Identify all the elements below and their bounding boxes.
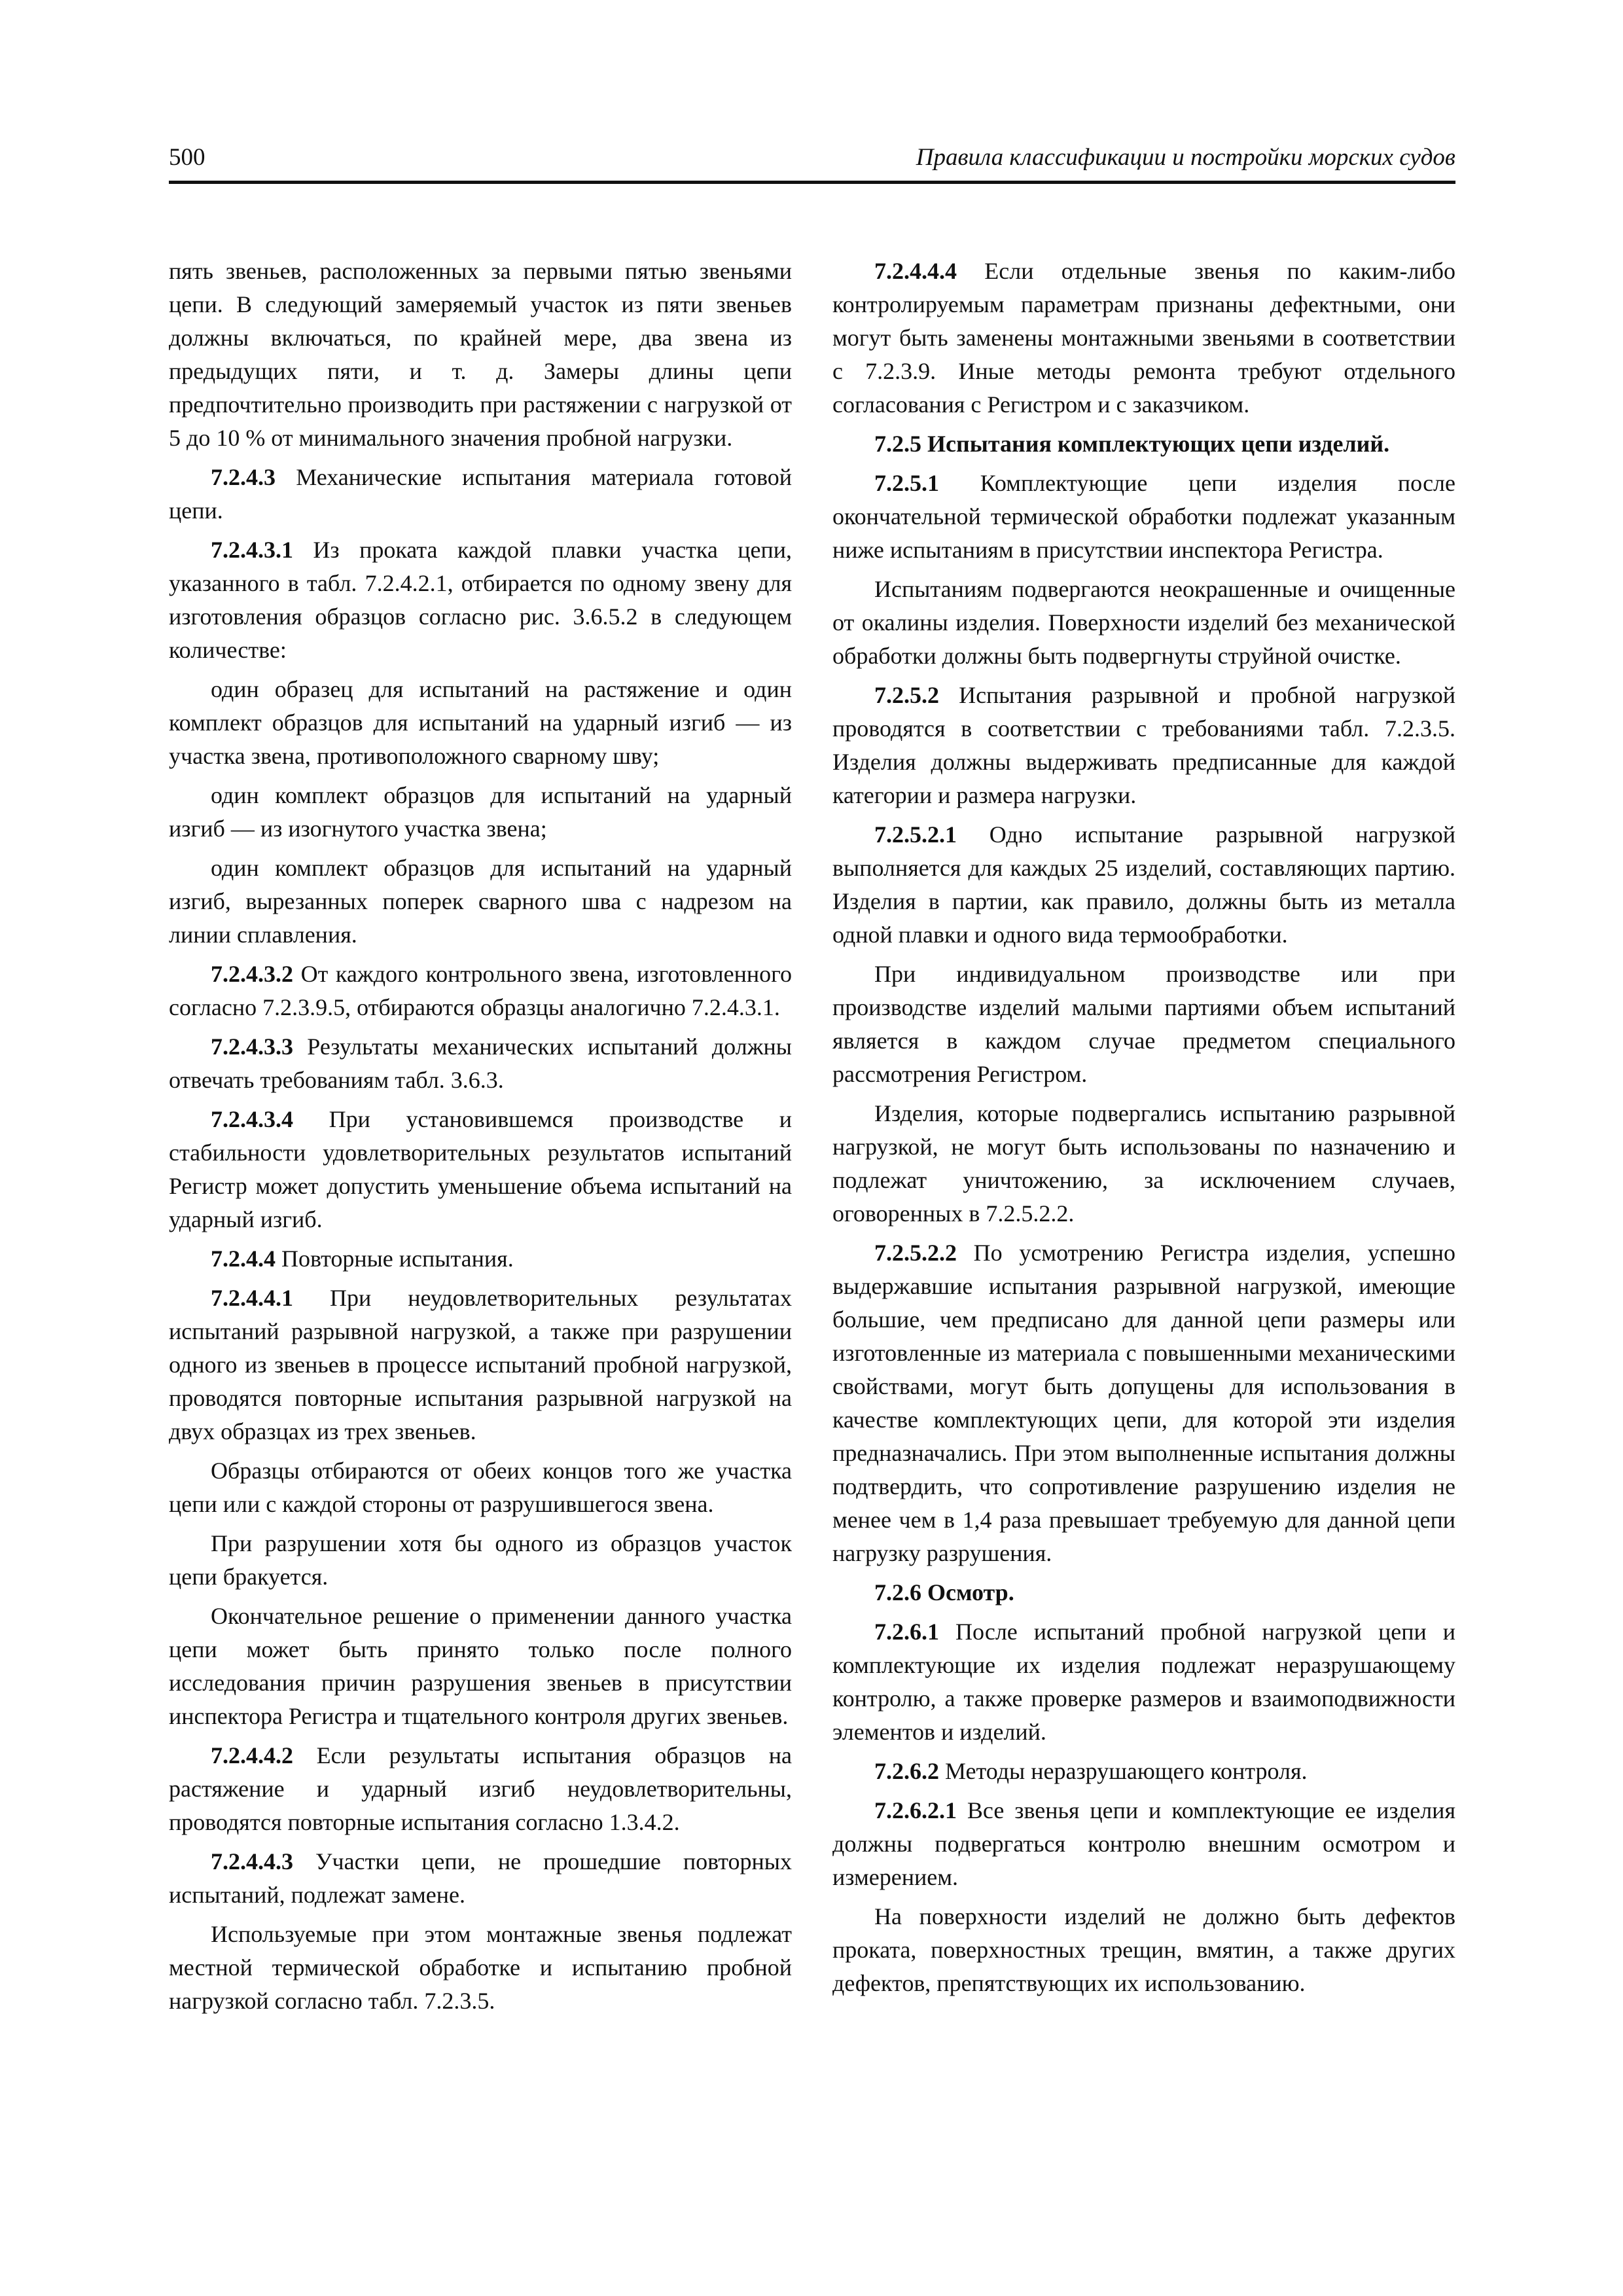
section-heading: 7.2.5 Испытания комплектующих цепи изделий.	[874, 431, 1390, 457]
clause-number: 7.2.4.3.1	[211, 537, 293, 563]
section-heading: 7.2.6 Осмотр.	[874, 1579, 1014, 1605]
paragraph: 7.2.6.2.1 Все звенья цепи и комплектующие ее изделия должны подвергаться контролю внешним осмотром и измерением.	[832, 1797, 1455, 1890]
paragraph: один образец для испытаний на растяжение и один комплект образцов для испытаний на ударный изгиб — из участка звена, противоположного сварному шву;	[169, 676, 792, 769]
paragraph: Образцы отбираются от обеих концов того же участка цепи или с каждой стороны от разрушившегося звена.	[169, 1458, 792, 1517]
paragraph: 7.2.5.2.1 Одно испытание разрывной нагрузкой выполняется для каждых 25 изделий, составляющих партию. Изделия в партии, как правило, должны быть из металла одной плавки и одного вида термообработки.	[832, 821, 1455, 948]
paragraph: 7.2.4.4.1 При неудовлетворительных результатах испытаний разрывной нагрузкой, а также при разрушении одного из звеньев в процессе испытаний пробной нагрузкой, проводятся повторные испытания разрывной нагрузкой на двух образцах из трех звеньев.	[169, 1285, 792, 1444]
paragraph: 7.2.4.3.2 От каждого контрольного звена, изготовленного согласно 7.2.3.9.5, отбираются образцы аналогично 7.2.4.3.1.	[169, 961, 792, 1020]
clause-number: 7.2.5.2.2	[874, 1240, 957, 1266]
right-column	[832, 255, 1455, 2000]
paragraph: один комплект образцов для испытаний на ударный изгиб, вырезанных поперек сварного шва с надрезом на линии сплавления.	[169, 855, 792, 948]
paragraph: На поверхности изделий не должно быть дефектов проката, поверхностных трещин, вмятин, а также других дефектов, препятствующих их использованию.	[832, 1903, 1455, 1996]
paragraph: 7.2.6.1 После испытаний пробной нагрузкой цепи и комплектующие их изделия подлежат неразрушающему контролю, а также проверке размеров и взаимоподвижности элементов и изделий.	[832, 1619, 1455, 1745]
paragraph: При индивидуальном производстве или при производстве изделий малыми партиями объем испытаний является в каждом случае предметом специального рассмотрения Регистром.	[832, 961, 1455, 1087]
paragraph: Окончательное решение о применении данного участка цепи может быть принято только после полного исследования причин разрушения звеньев в присутствии инспектора Регистра и тщательного контроля других звеньев.	[169, 1603, 792, 1729]
paragraph: 7.2.4.4 Повторные испытания.	[211, 1246, 514, 1272]
paragraph: При разрушении хотя бы одного из образцов участок цепи бракуется.	[169, 1530, 792, 1590]
clause-number: 7.2.4.4.4	[874, 258, 957, 284]
clause-number: 7.2.4.4.2	[211, 1742, 293, 1768]
clause-number: 7.2.4.3.4	[211, 1106, 293, 1132]
paragraph: 7.2.5.1 Комплектующие цепи изделия после окончательной термической обработки подлежат указанным ниже испытаниям в присутствии инспектора Регистра.	[832, 470, 1455, 563]
paragraph: один комплект образцов для испытаний на ударный изгиб — из изогнутого участка звена;	[169, 782, 792, 842]
page-number: 500	[169, 144, 205, 171]
paragraph: пять звеньев, расположенных за первыми пятью звеньями цепи. В следующий замеряемый участок из пяти звеньев должны включаться, по крайней мере, два звена из предыдущих пяти, и т. д. Замеры длины цепи предпочтительно производить при растяжении с нагрузкой от 5 до 10 % от минимального значения пробной нагрузки.	[169, 258, 792, 451]
left-column	[169, 255, 792, 2018]
clause-number: 7.2.4.4	[211, 1246, 276, 1272]
clause-number: 7.2.6.1	[874, 1619, 939, 1645]
paragraph: 7.2.4.3 Механические испытания материала готовой цепи.	[169, 464, 792, 524]
clause-number: 7.2.4.4.3	[211, 1848, 293, 1874]
paragraph: Изделия, которые подвергались испытанию разрывной нагрузкой, не могут быть использованы по назначению и подлежат уничтожению, за исключением случаев, оговоренных в 7.2.5.2.2.	[832, 1100, 1455, 1227]
clause-number: 7.2.5.2.1	[874, 821, 957, 848]
paragraph: Испытаниям подвергаются неокрашенные и очищенные от окалины изделия. Поверхности изделий без механической обработки должны быть подвергнуты струйной очистке.	[832, 576, 1455, 669]
paragraph: 7.2.4.3.1 Из проката каждой плавки участка цепи, указанного в табл. 7.2.4.2.1, отбирается по одному звену для изготовления образцов согласно рис. 3.6.5.2 в следующем количестве:	[169, 537, 792, 663]
clause-number: 7.2.4.3	[211, 464, 276, 490]
clause-number: 7.2.6.2	[874, 1758, 939, 1784]
paragraph: Используемые при этом монтажные звенья подлежат местной термической обработке и испытанию пробной нагрузкой согласно табл. 7.2.3.5.	[169, 1921, 792, 2014]
clause-number: 7.2.6.2.1	[874, 1797, 957, 1823]
paragraph: 7.2.4.4.2 Если результаты испытания образцов на растяжение и ударный изгиб неудовлетворительны, проводятся повторные испытания согласно 1.3.4.2.	[169, 1742, 792, 1835]
clause-number: 7.2.5.2	[874, 682, 939, 708]
clause-number: 7.2.4.3.3	[211, 1033, 293, 1060]
paragraph: 7.2.4.3.3 Результаты механических испытаний должны отвечать требованиям табл. 3.6.3.	[169, 1033, 792, 1093]
running-title: Правила классификации и постройки морских судов	[916, 144, 1455, 171]
paragraph: 7.2.5.2 Испытания разрывной и пробной нагрузкой проводятся в соответствии с требованиями табл. 7.2.3.5. Изделия должны выдерживать предписанные для каждой категории и размера нагрузки.	[832, 682, 1455, 808]
paragraph: 7.2.4.4.4 Если отдельные звенья по каким-либо контролируемым параметрам признаны дефектными, они могут быть заменены монтажными звеньями в соответствии с 7.2.3.9. Иные методы ремонта требуют отдельного согласования с Регистром и с заказчиком.	[832, 258, 1455, 418]
paragraph: 7.2.6.2 Методы неразрушающего контроля.	[874, 1758, 1308, 1784]
clause-number: 7.2.4.3.2	[211, 961, 293, 987]
clause-number: 7.2.5.1	[874, 470, 939, 496]
paragraph: 7.2.4.3.4 При установившемся производстве и стабильности удовлетворительных результатов испытаний Регистр может допустить уменьшение объема испытаний на ударный изгиб.	[169, 1106, 792, 1232]
paragraph: 7.2.5.2.2 По усмотрению Регистра изделия, успешно выдержавшие испытания разрывной нагрузкой, имеющие большие, чем предписано для данной цепи размеры или изготовленные из материала с повышенными механическими свойствами, могут быть допущены для использования в качестве комплектующих цепи, для которой эти изделия предназначались. При этом выполненные испытания должны подтвердить, что сопротивление разрушению изделия не менее чем в 1,4 раза превышает требуемую для данной цепи нагрузку разрушения.	[832, 1240, 1455, 1566]
paragraph: 7.2.4.4.3 Участки цепи, не прошедшие повторных испытаний, подлежат замене.	[169, 1848, 792, 1908]
page-header	[169, 140, 1455, 184]
clause-number: 7.2.4.4.1	[211, 1285, 293, 1311]
